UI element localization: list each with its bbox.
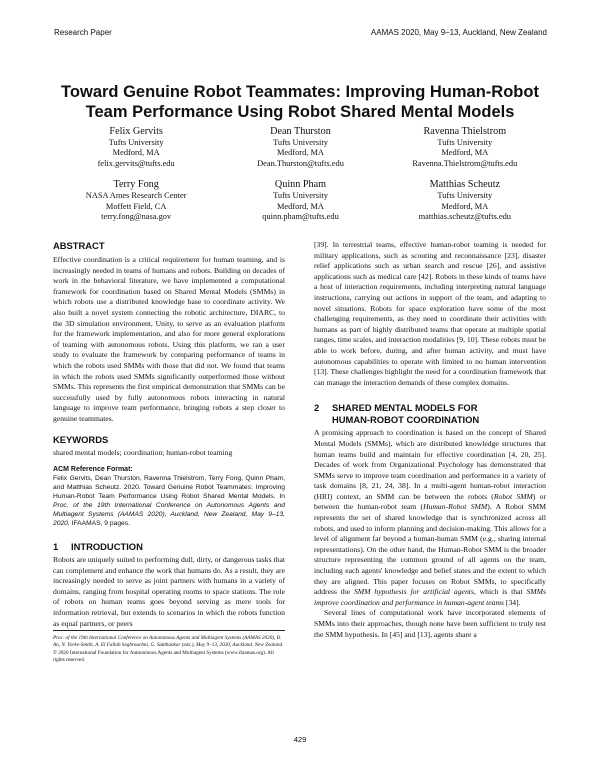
paragraph: [39]. In terrestrial teams, effective human-robot teaming is needed for military applications, such as scouting and reconnaissance [23], disaster relief applications such as urban search and rescue [26], and assistive applications such as medical care [42]. Robots in these kinds of teams have a host of interaction requirements, including interpreting natural language instructions, carrying out actions in support of the team, and adapting to novel situations. Robots for space exploration have some of the most challenging requirements, as they need to coordinate their activities with humans as part of highly distributed teams that operate at multiple spatial ranges, time scales, and interaction modalities [9, 10]. These robots must be able to work before, during, and after human activity, and must have autonomous capabilities to operate with limited to no human intervention [13]. These challenges highlight the need for a coordination framework that can manage the interaction demands of these complex domains. — [314, 240, 546, 387]
running-header-left: Research Paper — [54, 28, 112, 37]
author-location: Medford, MA — [276, 201, 324, 211]
author-name: Felix Gervits — [109, 126, 163, 137]
text-run: ). A Robot SMM represents the set of shared knowledge that is synchronized across all robots, and used to inform planning and decision-making. This allows for a level of alignment far beyond a human-human SMM (e.g., sharing internal representations). On the other hand, the Human-Robot SMM is the broader structure representing the common ground of all agents on the team, including each agents' knowledge and belief states and the extent to which they are aligned. This paper focuses on Robot SMMs, to specifically address the — [314, 502, 546, 597]
author-email: Ravenna.Thielstrom@tufts.edu — [412, 158, 518, 168]
author — [383, 125, 547, 169]
author-location: Medford, MA — [441, 148, 489, 158]
page-number: 429 — [293, 735, 307, 744]
paper-title: Toward Genuine Robot Teammates: Improving Human-Robot Team Performance Using Robot Shared Mental Models — [61, 83, 539, 121]
author-name: Ravenna Thielstrom — [423, 126, 507, 137]
keywords-heading: KEYWORDS — [53, 433, 109, 445]
acm-authors: Felix Gervits, Dean Thurston, Ravenna Thielstrom, Terry Fong, Quinn Pham, and Matthias Scheutz. 2020. Toward Genuine Robot Teammates: Improving Human-Robot Team Performance Using Robot Shared Mental Models. In — [53, 475, 285, 501]
author-location: Medford, MA — [276, 148, 324, 158]
author-location: Moffett Field, CA — [105, 201, 167, 211]
text-run: Human-Robot SMM — [423, 502, 488, 512]
text-run: SMMs improve coordination and performance in human-agent teams — [314, 587, 546, 607]
acm-reference-text — [53, 474, 285, 528]
author-affiliation: Tufts University — [437, 138, 493, 147]
acm-reference-heading: ACM Reference Format: — [53, 466, 133, 474]
running-header-right: AAMAS 2020, May 9–13, Auckland, New Zealand — [370, 28, 547, 37]
text-run: , which is that — [473, 587, 527, 597]
abstract-text: Effective coordination is a critical requirement for human teaming, and is increasingly needed in teams of humans and robots. Building on decades of work in the behavioral literature, we have implemented a computational framework for coordination based on Shared Mental Models (SMMs) in which robots use a distributed knowledge base to coordinate activity. We also built a novel system connecting the robotic architecture, DIARC, to the 3D simulation environment, Unity, to serve as an evaluation platform for the framework implementation, and also for more general explorations of teaming with autonomous robots. Using this platform, we ran a user study to evaluate the framework by comparing performance of teams in which the robots used SMMs with those that did not. We found that teams in which the robots used SMMs significantly outperformed those without SMMs. This represents the first empirical demonstration that SMMs can be successfully used by fully autonomous robots interacting in natural language to improve team performance, bringing robots a step closer to genuine teammates. — [53, 255, 285, 423]
section-title: INTRODUCTION — [71, 541, 143, 553]
footnote-proceedings: Proc. of the 19th International Conference on Autonomous Agents and Multiagent Systems (AAMAS 2020), B. An, N. Yorke-Smith, A. El Fallah Seghrouchni, G. Sukthankar (eds.), May 9–13, 2020, Auckland, New Zealand. — [53, 635, 284, 649]
text-run: [34]. — [504, 597, 521, 607]
author-email: matthias.scheutz@tufts.edu — [418, 212, 511, 222]
text-run: SMM hypothesis for artificial agents — [353, 587, 474, 597]
abstract-heading: ABSTRACT — [53, 240, 105, 251]
footnote — [53, 630, 285, 665]
section-number: 2 — [314, 402, 320, 414]
section-title-line1: SHARED MENTAL MODELS FOR — [332, 402, 478, 414]
author-affiliation: Tufts University — [108, 138, 164, 147]
intro-heading — [53, 541, 285, 553]
paragraph: Several lines of computational work have incorporated elements of SMMs into their approaches, though none have been sufficient to truly test the SMM hypothesis. In [45] and [13], agents share a — [314, 608, 546, 639]
author-location: Medford, MA — [112, 148, 160, 158]
author-email: Dean.Thurston@tufts.edu — [257, 158, 344, 168]
author-affiliation: NASA Ames Research Center — [85, 191, 187, 201]
author-affiliation: Tufts University — [273, 191, 328, 201]
section-title-line2: HUMAN-ROBOT COORDINATION — [332, 414, 480, 426]
acm-tail: IFAAMAS, 9 pages. — [69, 520, 130, 528]
author-email: quinn.pham@tufts.edu — [262, 212, 339, 222]
acm-proceedings: Proc. of the 19th International Conference on Autonomous Agents and Multiagent Systems (AAMAS 2020), Auckland, New Zealand, May 9–13, 2020, — [53, 502, 285, 528]
author-name: Matthias Scheutz — [429, 179, 501, 191]
author-name: Dean Thurston — [270, 126, 331, 137]
text-run: A promising approach to coordination is based on the concept of Shared Mental Models (SMMs), which are distributed knowledge structures that human teams build and maintain for effective coordination [4, 20, 25]. Decades of work from Organizational Psychology has demonstrated that SMMs serve to improve team coordination and performance in a variety of task domains [8, 21, 24, 38]. In a multi-agent human-robot interaction (HRI) context, an SMM can be between the robots ( — [314, 428, 546, 501]
author-name: Quinn Pham — [274, 179, 327, 191]
author — [383, 178, 547, 222]
left-column — [53, 240, 285, 629]
author — [54, 125, 218, 169]
author-block — [54, 125, 547, 222]
section-number: 1 — [53, 541, 59, 553]
paragraph — [314, 428, 546, 608]
author-location: Medford, MA — [441, 201, 489, 211]
author-name: Terry Fong — [113, 179, 159, 191]
right-column — [314, 240, 546, 640]
author — [218, 178, 382, 222]
author-affiliation: Tufts University — [273, 138, 328, 147]
author-email: terry.fong@nasa.gov — [101, 212, 172, 222]
author — [218, 125, 382, 169]
text-run: ) or between the human-robot team ( — [314, 491, 546, 512]
author-email: felix.gervits@tufts.edu — [97, 158, 175, 168]
section-2-heading — [314, 402, 546, 426]
keywords-text: shared mental models; coordination; human-robot teaming — [53, 447, 233, 457]
author — [54, 178, 218, 222]
text-run: Robot SMM — [493, 491, 533, 501]
intro-text: Robots are uniquely suited to performing dull, dirty, or dangerous tasks that can complement and enhance the work that humans do. As a result, they are increasingly needed to serve as joint partners with humans in a variety of domains, ranging from hospital operating rooms to space stations. The role of robots on human teams goes beyond serving as mere tools for information retrieval, but extends to scenarios in which the robots function as equal partners, or peers — [53, 555, 285, 628]
footnote-copyright: © 2020 International Foundation for Autonomous Agents and Multiagent Systems (www.ifaamas.org). All rights reserved. — [53, 649, 274, 664]
author-affiliation: Tufts University — [437, 191, 493, 201]
